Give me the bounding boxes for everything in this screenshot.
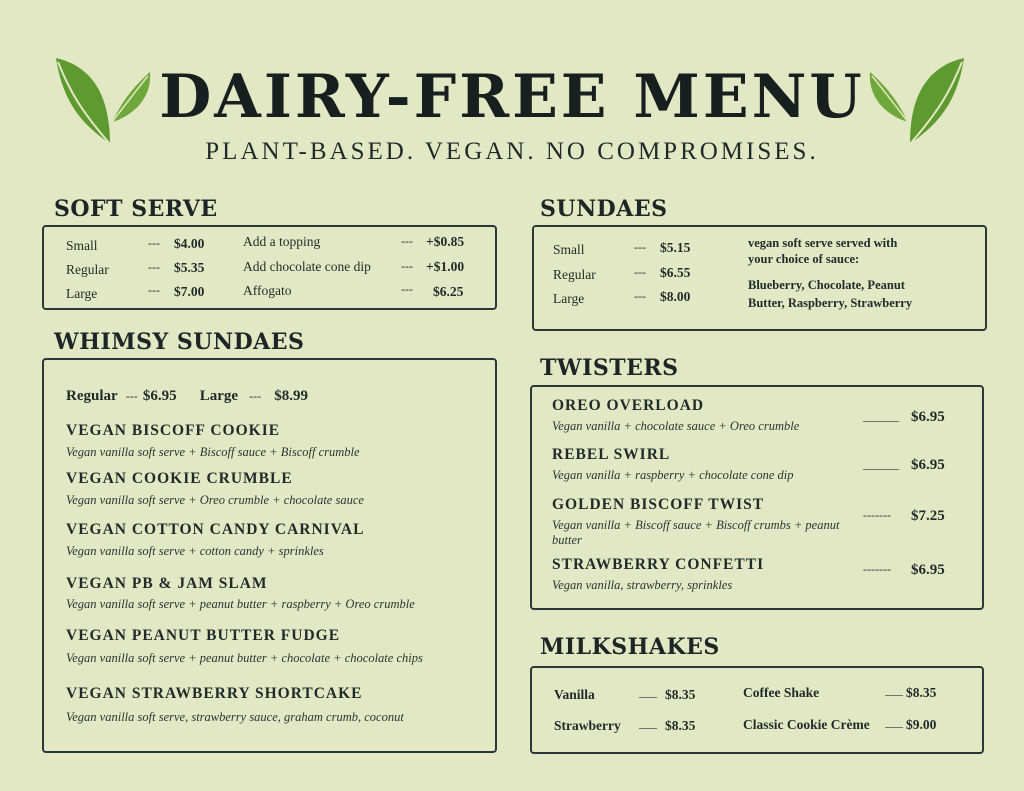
menu-item-price: +$1.00: [426, 259, 465, 274]
menu-item-name: Affogato: [243, 283, 292, 298]
section-title-whimsy-sundaes: WHIMSY SUNDAES: [54, 329, 305, 355]
menu-item-price: $6.25: [433, 284, 464, 299]
menu-item-price: $5.15: [660, 240, 691, 255]
price-dash: ---: [148, 236, 160, 250]
price-dash: ---: [249, 389, 262, 403]
menu-item-description: Vegan vanilla soft serve + Oreo crumble + chocolate sauce: [66, 493, 364, 507]
price-dash: ---: [634, 240, 646, 254]
menu-item-price: $7.00: [174, 284, 205, 299]
menu-item-price: +$0.85: [426, 234, 465, 249]
menu-item-description: Vegan vanilla soft serve + peanut butter + chocolate + chocolate chips: [66, 651, 423, 665]
price-dash: ---: [148, 283, 160, 297]
menu-item-name: REBEL SWIRL: [552, 446, 671, 463]
whimsy-size-prices: [66, 385, 308, 405]
size-label: Regular: [66, 388, 118, 404]
menu-item-name: Add a topping: [243, 234, 321, 249]
sauce-list: Blueberry, Chocolate, Peanut: [748, 278, 905, 292]
menu-item-price: $6.95: [911, 409, 945, 425]
menu-item-name: Add chocolate cone dip: [243, 259, 371, 274]
menu-item-name: VEGAN COTTON CANDY CARNIVAL: [66, 521, 365, 538]
menu-item-price: $6.95: [142, 388, 177, 404]
menu-item-description: Vegan vanilla + raspberry + chocolate cone dip: [552, 468, 794, 482]
soft-serve-box: [42, 225, 497, 310]
price-dash: -------: [863, 508, 891, 522]
menu-item-price: $7.25: [911, 508, 945, 524]
menu-item-description: Vegan vanilla soft serve, strawberry sauce, graham crumb, coconut: [66, 710, 404, 724]
page-subtitle: PLANT-BASED. VEGAN. NO COMPROMISES.: [205, 138, 819, 165]
menu-item-name: Classic Cookie Crème: [743, 717, 870, 732]
sauce-list: Butter, Raspberry, Strawberry: [748, 296, 913, 310]
menu-item-price: $8.35: [906, 685, 937, 700]
menu-item-description: Vegan vanilla + chocolate sauce + Oreo crumble: [552, 419, 800, 433]
menu-item-price: $9.00: [906, 717, 937, 732]
sundae-note: your choice of sauce:: [748, 252, 860, 266]
price-dash: ___: [639, 685, 657, 699]
menu-item-name: Large: [553, 291, 585, 306]
menu-item-price: $8.35: [665, 687, 696, 702]
menu-item-name: Strawberry: [554, 718, 621, 733]
menu-item-description: Vegan vanilla soft serve + Biscoff sauce + Biscoff crumble: [66, 445, 360, 459]
menu-item-name: Small: [66, 238, 98, 253]
price-dash: ______: [863, 457, 899, 471]
menu-item-price: $6.95: [911, 562, 945, 578]
price-dash: ---: [125, 389, 138, 403]
price-dash: ---: [401, 234, 413, 248]
section-title-twisters: TWISTERS: [540, 355, 679, 381]
menu-item-price: $8.00: [660, 289, 691, 304]
menu-item-name: Coffee Shake: [743, 685, 820, 700]
menu-item-name: Regular: [66, 262, 109, 277]
price-dash: ______: [863, 409, 899, 423]
sundae-note: vegan soft serve served with: [748, 236, 898, 250]
menu-item-name: GOLDEN BISCOFF TWIST: [552, 496, 765, 513]
menu-item-name: Large: [66, 286, 98, 301]
price-dash: ---: [401, 259, 413, 273]
price-dash: ___: [639, 716, 657, 730]
page-title: DAIRY-FREE MENU: [159, 62, 865, 132]
menu-item-price: $4.00: [174, 236, 205, 251]
menu-item-description: Vegan vanilla soft serve + cotton candy + sprinkles: [66, 544, 324, 558]
menu-item-name: VEGAN PB & JAM SLAM: [66, 575, 268, 592]
menu-item-name: Small: [553, 242, 585, 257]
price-dash: ___: [885, 715, 903, 729]
menu-item-description: Vegan vanilla + Biscoff sauce + Biscoff crumbs + peanut butter: [552, 518, 840, 547]
menu-item-name: Regular: [553, 267, 596, 282]
section-title-sundaes: SUNDAES: [540, 196, 668, 222]
menu-item-price: $8.99: [274, 388, 308, 404]
section-title-milkshakes: MILKSHAKES: [540, 634, 720, 660]
price-dash: ---: [634, 289, 646, 303]
twisters-box: [530, 385, 984, 610]
menu-item-name: VEGAN COOKIE CRUMBLE: [66, 470, 293, 487]
menu-item-description: Vegan vanilla soft serve + peanut butter + raspberry + Oreo crumble: [66, 597, 415, 611]
menu-item-price: $5.35: [174, 260, 205, 275]
menu-item-name: Vanilla: [554, 687, 595, 702]
price-dash: ---: [401, 282, 413, 296]
size-label: Large: [199, 388, 239, 404]
whimsy-sundaes-box: [42, 358, 497, 753]
menu-item-name: VEGAN PEANUT BUTTER FUDGE: [66, 627, 341, 644]
menu-item-price: $6.55: [660, 265, 691, 280]
menu-item-price: $6.95: [911, 457, 945, 473]
price-dash: ---: [148, 260, 160, 274]
section-title-soft-serve: SOFT SERVE: [54, 196, 218, 222]
menu-item-price: $8.35: [665, 718, 696, 733]
price-dash: ---: [634, 265, 646, 279]
price-dash: -------: [863, 562, 891, 576]
menu-item-name: VEGAN STRAWBERRY SHORTCAKE: [66, 685, 363, 702]
menu-item-name: VEGAN BISCOFF COOKIE: [66, 422, 281, 439]
sundaes-box: [532, 225, 987, 331]
menu-item-description: Vegan vanilla, strawberry, sprinkles: [552, 578, 733, 592]
menu-item-name: OREO OVERLOAD: [552, 397, 705, 414]
milkshakes-box: [530, 666, 984, 754]
price-dash: ___: [885, 683, 903, 697]
menu-item-name: STRAWBERRY CONFETTI: [552, 556, 765, 573]
